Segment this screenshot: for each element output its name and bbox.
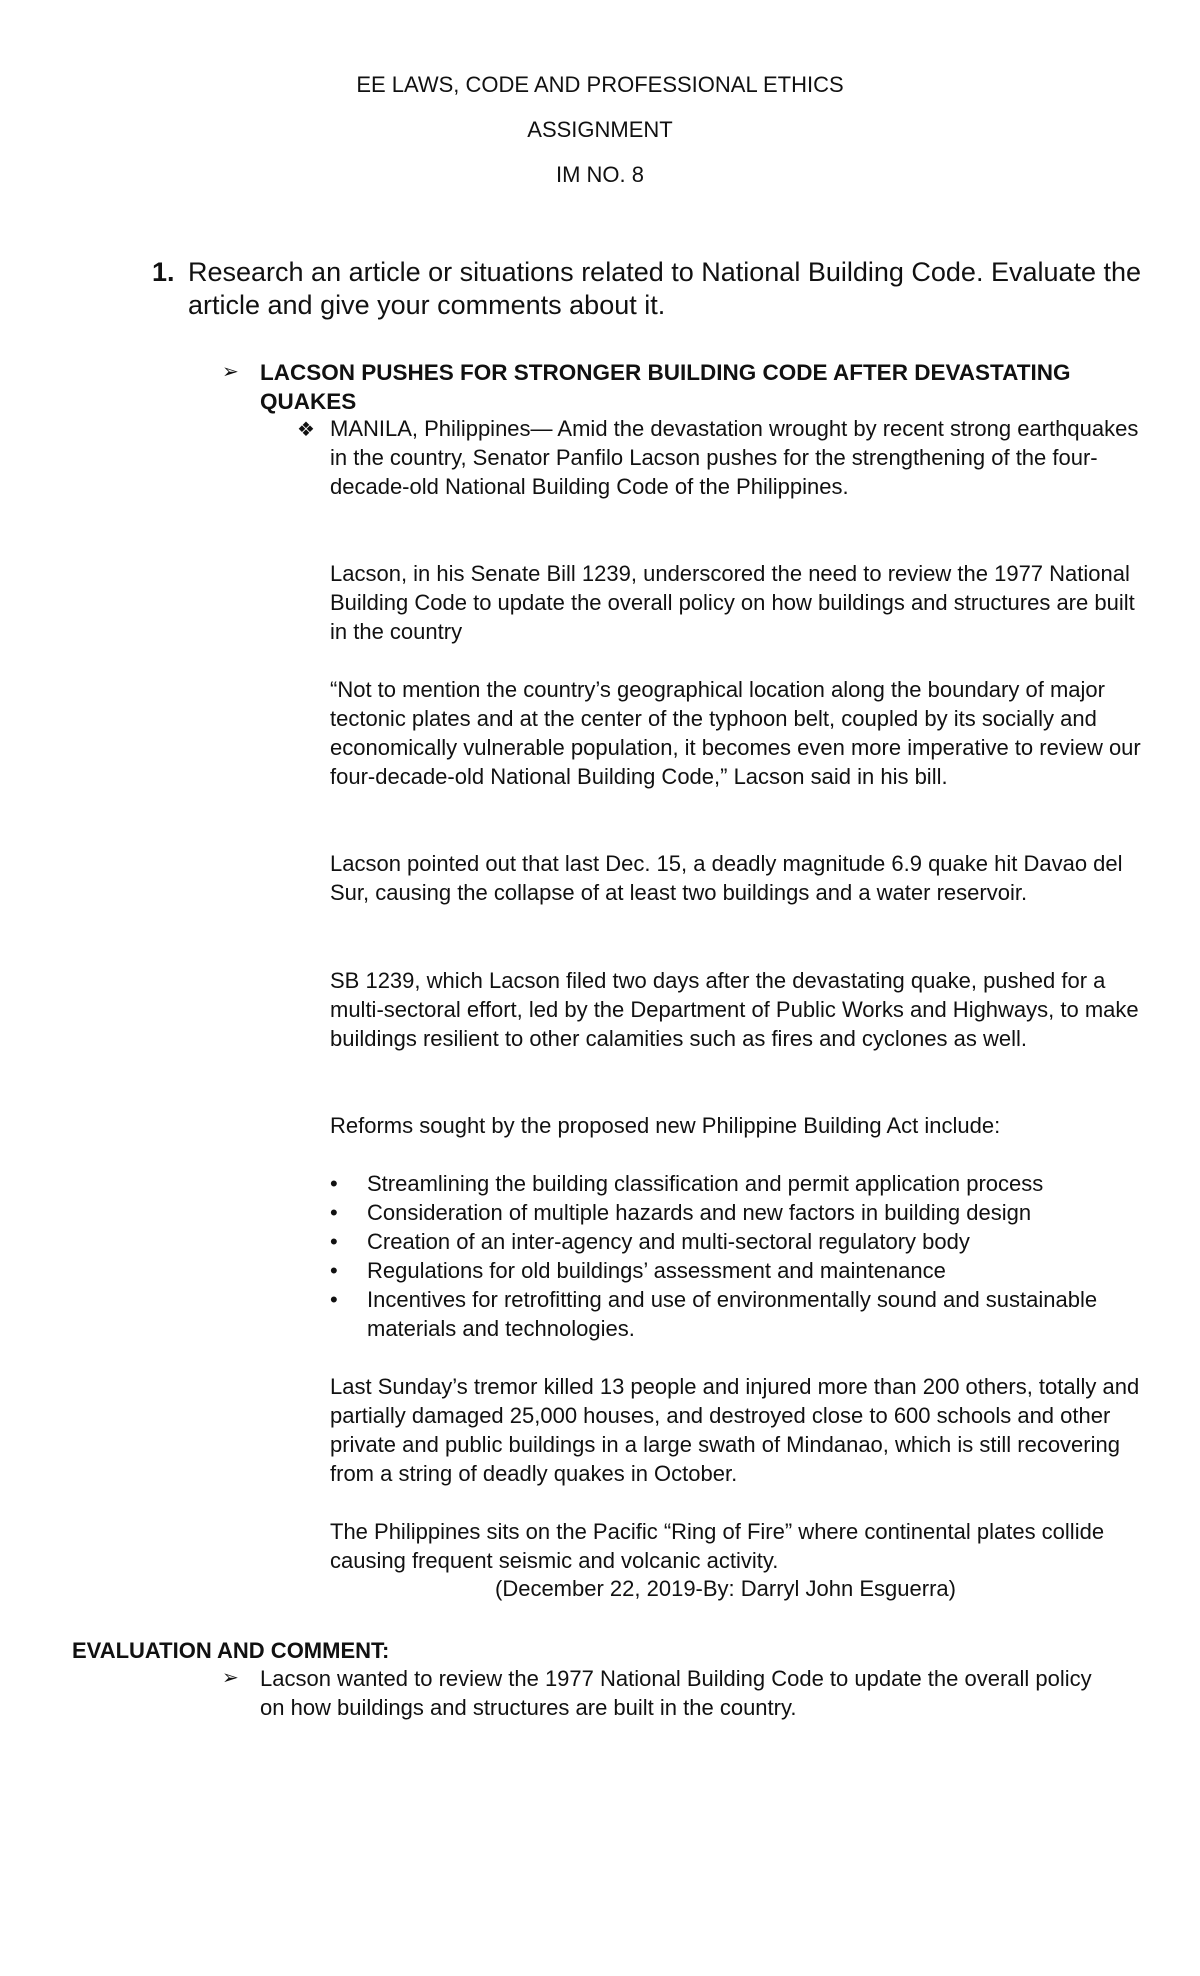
bullet-icon: • [330,1287,338,1312]
bullet-icon: • [330,1200,338,1225]
article-paragraph: The Philippines sits on the Pacific “Ring of Fire” where continental plates collide causing frequent seismic and volcanic activity. [330,1519,1105,1573]
im-number: IM NO. 8 [555,162,644,187]
reform-list-item: Creation of an inter-agency and multi-sectoral regulatory body [367,1229,970,1254]
reform-list-item: Incentives for retrofitting and use of environmentally sound and sustainable materials and technologies. [367,1287,1098,1341]
evaluation-heading: EVALUATION AND COMMENT: [72,1638,390,1663]
reform-list-item: Regulations for old buildings’ assessment and maintenance [367,1258,946,1283]
article-paragraph: Lacson pointed out that last Dec. 15, a deadly magnitude 6.9 quake hit Davao del Sur, causing the collapse of at least two buildings and a water reservoir. [330,851,1123,905]
article-paragraph: Lacson, in his Senate Bill 1239, underscored the need to review the 1977 National Building Code to update the overall policy on how buildings and structures are built in the country [330,561,1135,644]
article-paragraph: SB 1239, which Lacson filed two days after the devastating quake, pushed for a multi-sectoral effort, led by the Department of Public Works and Highways, to make buildings resilient to other calamities such as fires and cyclones as well. [330,968,1139,1051]
course-title: EE LAWS, CODE AND PROFESSIONAL ETHICS [356,72,844,97]
article-paragraph: MANILA, Philippines— Amid the devastation wrought by recent strong earthquakes in the country, Senator Panfilo Lacson pushes for the strengthening of the four-decade-old National Building Code of the Philippines. [330,416,1139,499]
evaluation-comment: Lacson wanted to review the 1977 National Building Code to update the overall policy on how buildings and structures are built in the country. [260,1666,1092,1720]
bullet-icon: • [330,1229,338,1254]
article-paragraph: Reforms sought by the proposed new Philippine Building Act include: [330,1113,1001,1138]
article-paragraph: Last Sunday’s tremor killed 13 people and injured more than 200 others, totally and partially damaged 25,000 houses, and destroyed close to 600 schools and other private and public buildings in a large swath of Mindanao, which is still recovering from a string of deadly quakes in October. [330,1374,1140,1486]
arrow-bullet-icon: ➢ [222,361,239,383]
article-paragraph: “Not to mention the country’s geographical location along the boundary of major tectonic plates and at the center of the typhoon belt, coupled by its socially and economically vulnerable population, it becomes even more imperative to review our four-decade-old National Building Code,” Lacson said in his bill. [330,677,1141,789]
bullet-icon: • [330,1171,338,1196]
question-text: Research an article or situations related to National Building Code. Evaluate the article and give your comments about it. [188,257,1142,320]
article-byline: (December 22, 2019-By: Darryl John Esguerra) [495,1576,956,1601]
reform-list-item: Consideration of multiple hazards and new factors in building design [367,1200,1032,1225]
bullet-icon: • [330,1258,338,1283]
diamond-bullet-icon: ❖ [297,419,315,441]
assignment-label: ASSIGNMENT [527,117,673,142]
reform-list-item: Streamlining the building classification and permit application process [367,1171,1044,1196]
article-headline: LACSON PUSHES FOR STRONGER BUILDING CODE AFTER DEVASTATING QUAKES [260,360,1071,414]
question-number: 1. [152,257,175,287]
arrow-bullet-icon: ➢ [222,1667,239,1689]
